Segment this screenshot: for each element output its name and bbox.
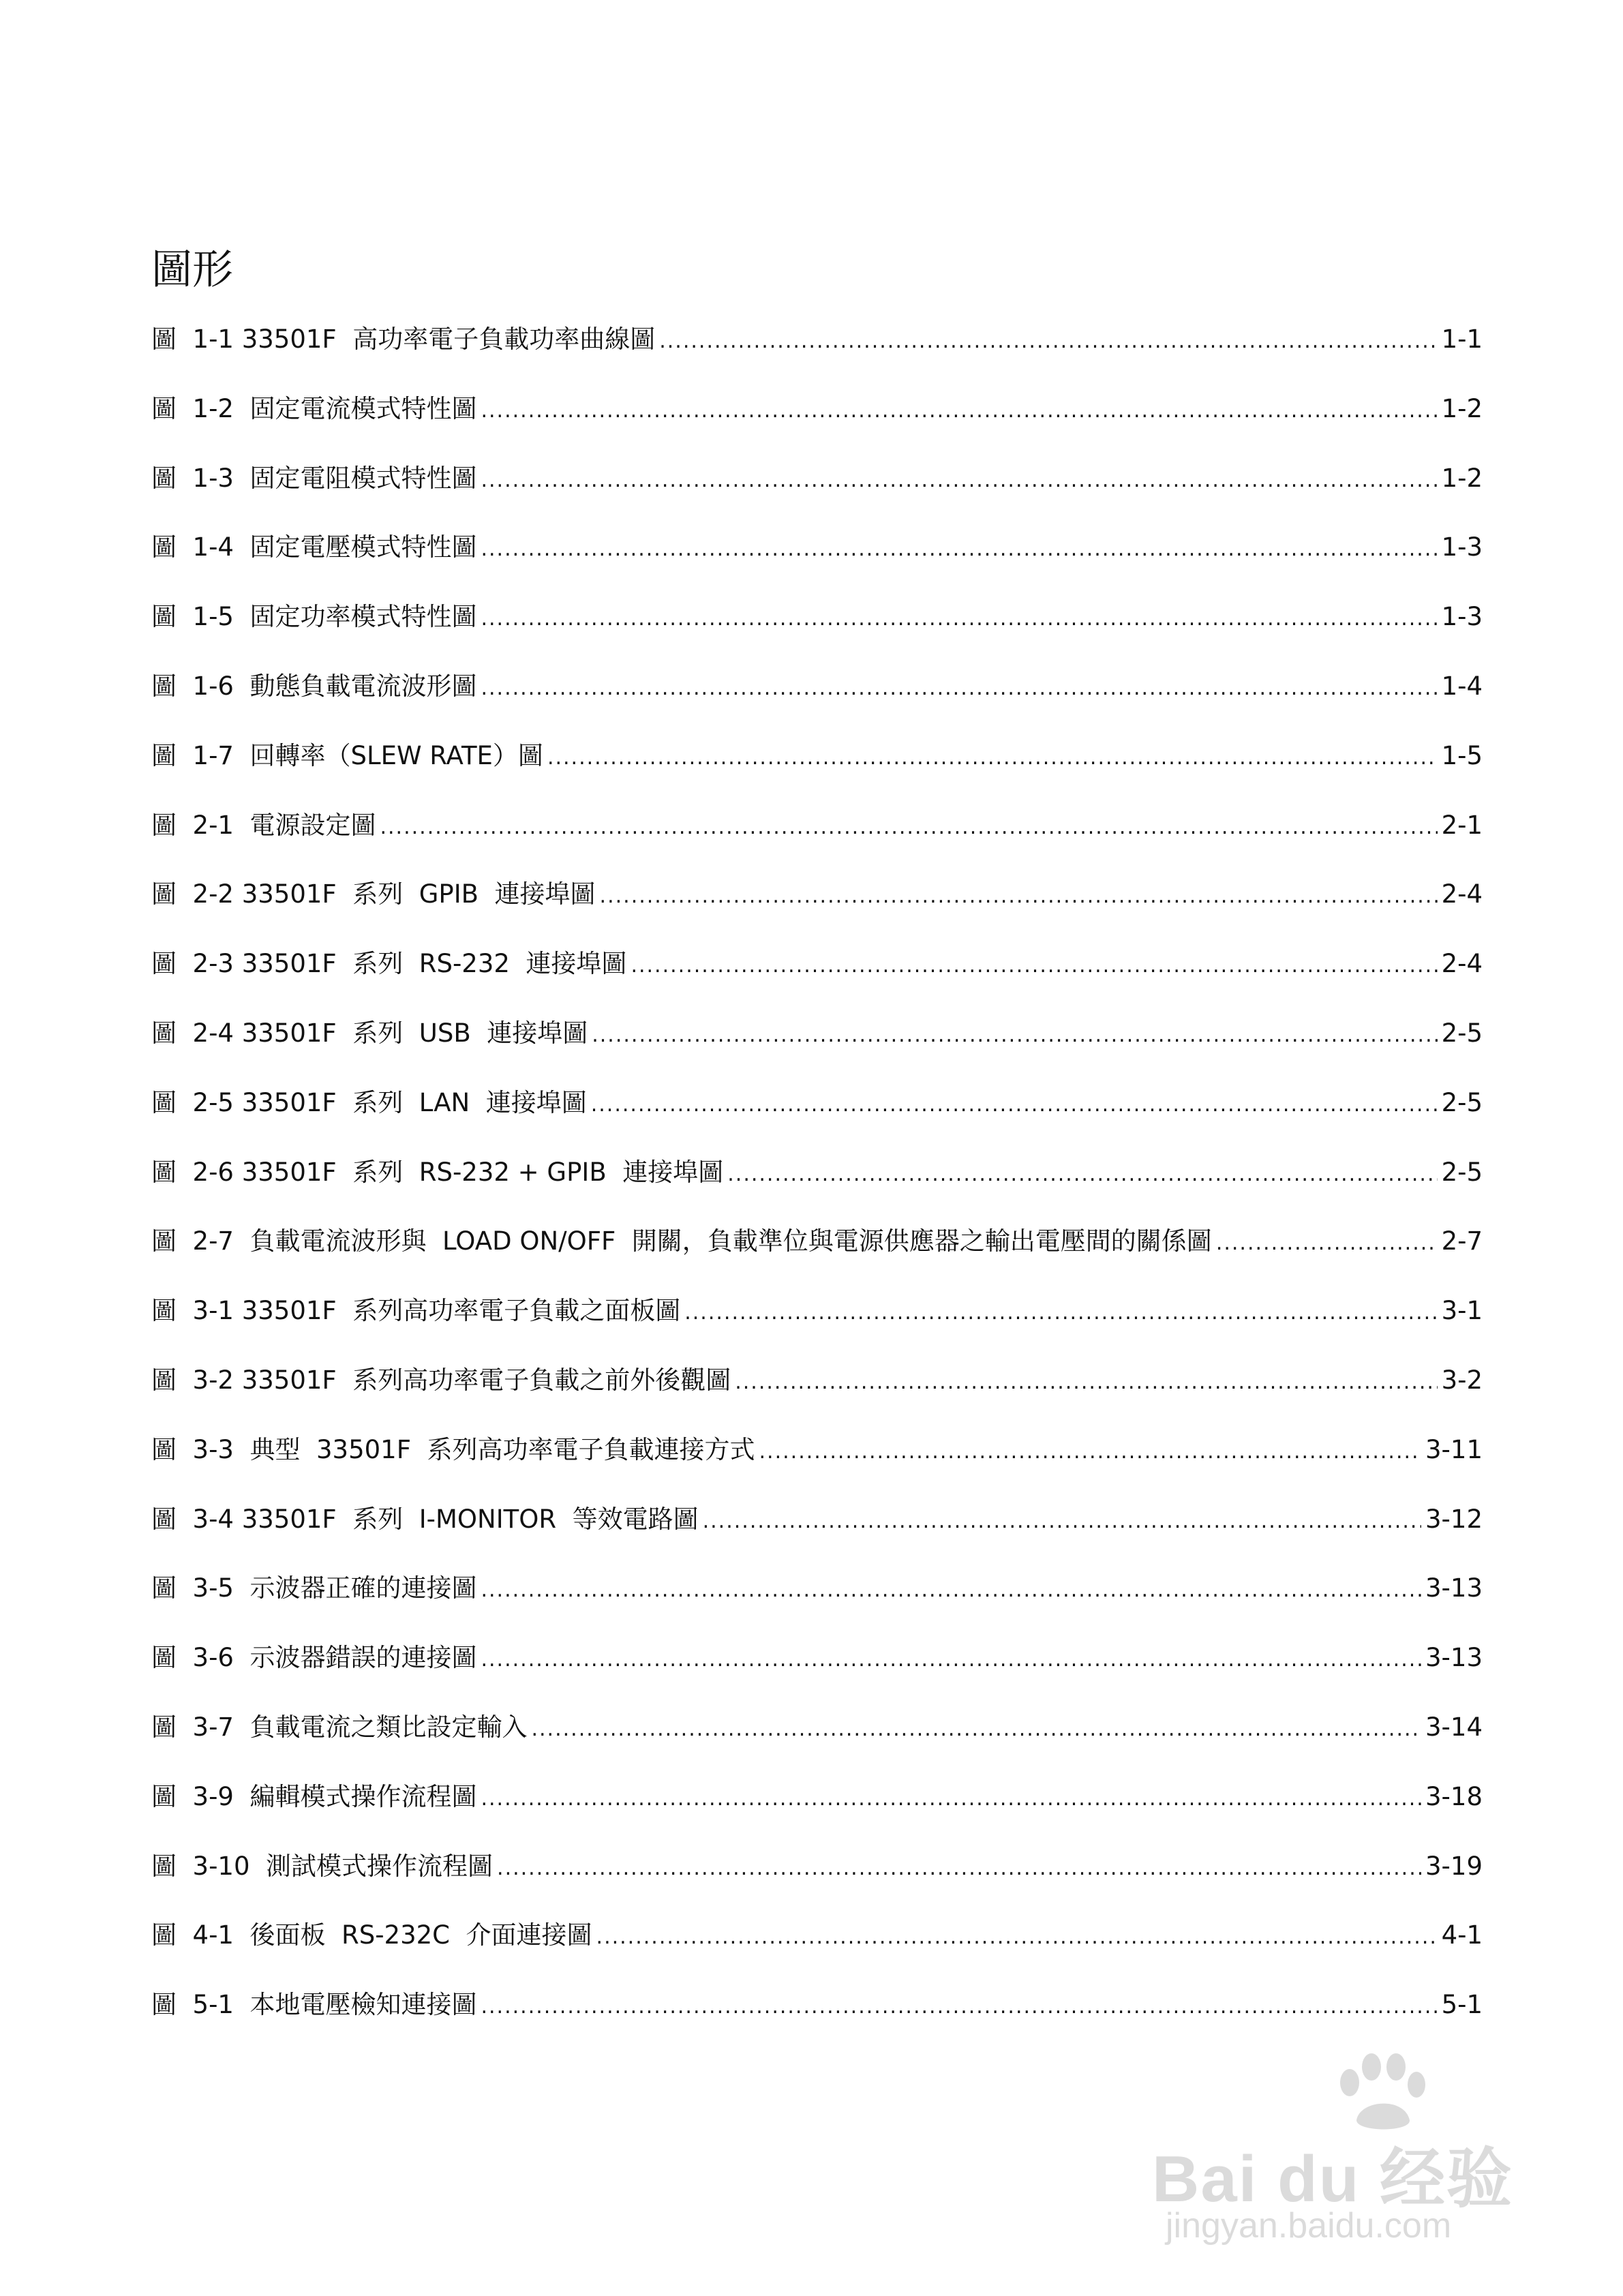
toc-entry-page: 1-1 (1441, 324, 1483, 354)
toc-entry[interactable] (151, 1221, 1483, 1290)
toc-entry-label: 圖 3-3 典型 33501F 系列高功率電子負載連接方式 (151, 1434, 755, 1464)
toc-entry-label: 圖 2-1 電源設定圖 (151, 810, 376, 840)
dot-leader (481, 1987, 1437, 2027)
toc-entry-label: 圖 3-6 示波器錯誤的連接圖 (151, 1643, 477, 1673)
toc-entry-page: 2-4 (1441, 879, 1483, 909)
watermark-brand: Bai du 经验 (1152, 2143, 1514, 2216)
toc-entry-page: 2-7 (1441, 1226, 1483, 1256)
toc-entry[interactable] (151, 736, 1483, 805)
toc-entry-page: 3-1 (1441, 1296, 1483, 1326)
toc-entry[interactable] (151, 943, 1483, 1013)
baidu-paw-icon (1329, 2052, 1431, 2134)
toc-entry[interactable] (151, 1915, 1483, 1984)
toc-entry[interactable] (151, 1499, 1483, 1569)
dot-leader (481, 1779, 1421, 1819)
toc-entry[interactable] (151, 1290, 1483, 1360)
dot-leader (481, 599, 1437, 639)
toc-entry-label: 圖 3-10 測試模式操作流程圖 (151, 1851, 494, 1881)
dot-leader (592, 1015, 1437, 1056)
toc-entry-page: 2-5 (1441, 1087, 1483, 1117)
toc-entry-page: 2-4 (1441, 949, 1483, 979)
toc-entry-page: 4-1 (1441, 1920, 1483, 1950)
toc-entry[interactable] (151, 1637, 1483, 1707)
toc-entry[interactable] (151, 319, 1483, 389)
toc-entry-label: 圖 2-3 33501F 系列 RS-232 連接埠圖 (151, 949, 627, 979)
toc-entry-label: 圖 1-4 固定電壓模式特性圖 (151, 532, 477, 562)
figure-list (151, 319, 1483, 2054)
toc-entry-label: 圖 2-6 33501F 系列 RS-232 + GPIB 連接埠圖 (151, 1157, 724, 1187)
toc-entry[interactable] (151, 874, 1483, 943)
toc-entry[interactable] (151, 1707, 1483, 1777)
toc-entry-label: 圖 3-5 示波器正確的連接圖 (151, 1573, 477, 1603)
toc-entry[interactable] (151, 1777, 1483, 1846)
toc-entry-page: 3-19 (1425, 1851, 1483, 1881)
toc-entry[interactable] (151, 1568, 1483, 1637)
toc-entry-page: 2-5 (1441, 1157, 1483, 1187)
dot-leader (380, 807, 1437, 848)
dot-leader (481, 668, 1437, 709)
toc-entry-page: 1-3 (1441, 532, 1483, 562)
dot-leader (481, 529, 1437, 570)
dot-leader (547, 738, 1438, 779)
toc-entry-label: 圖 1-1 33501F 高功率電子負載功率曲線圖 (151, 324, 656, 354)
toc-entry-label: 圖 1-6 動態負載電流波形圖 (151, 671, 477, 701)
dot-leader (735, 1362, 1437, 1403)
toc-entry-label: 圖 3-9 編輯模式操作流程圖 (151, 1781, 477, 1811)
dot-leader (497, 1848, 1421, 1889)
toc-entry-page: 1-4 (1441, 671, 1483, 701)
toc-entry-page: 2-5 (1441, 1018, 1483, 1048)
page-title: 圖形 (151, 246, 233, 294)
toc-entry-page: 2-1 (1441, 810, 1483, 840)
toc-entry[interactable] (151, 1013, 1483, 1083)
dot-leader (600, 876, 1438, 917)
toc-entry[interactable] (151, 1083, 1483, 1152)
toc-entry[interactable] (151, 389, 1483, 458)
toc-entry[interactable] (151, 1360, 1483, 1430)
toc-entry[interactable] (151, 1846, 1483, 1916)
dot-leader (481, 1570, 1421, 1611)
toc-entry-label: 圖 1-7 回轉率（SLEW RATE）圖 (151, 740, 543, 770)
toc-entry-label: 圖 5-1 本地電壓檢知連接圖 (151, 1990, 477, 2020)
toc-entry-page: 1-3 (1441, 602, 1483, 632)
toc-entry-label: 圖 2-5 33501F 系列 LAN 連接埠圖 (151, 1087, 587, 1117)
dot-leader (591, 1085, 1438, 1126)
toc-entry-page: 1-2 (1441, 463, 1483, 493)
toc-entry[interactable] (151, 666, 1483, 736)
toc-entry-label: 圖 4-1 後面板 RS-232C 介面連接圖 (151, 1920, 592, 1950)
baidu-jingyan-watermark (1152, 2052, 1547, 2246)
dot-leader (481, 1640, 1421, 1680)
toc-entry-page: 3-2 (1441, 1365, 1483, 1395)
toc-entry-page: 3-13 (1425, 1573, 1483, 1603)
watermark-url: jingyan.baidu.com (1166, 2206, 1452, 2246)
toc-entry-label: 圖 1-5 固定功率模式特性圖 (151, 602, 477, 632)
dot-leader (596, 1917, 1438, 1958)
dot-leader (481, 460, 1437, 501)
toc-entry[interactable] (151, 458, 1483, 528)
toc-entry[interactable] (151, 596, 1483, 666)
dot-leader (684, 1293, 1437, 1333)
dot-leader (531, 1709, 1421, 1750)
dot-leader (1216, 1223, 1438, 1264)
toc-entry-label: 圖 3-2 33501F 系列高功率電子負載之前外後觀圖 (151, 1365, 731, 1395)
toc-entry-page: 3-11 (1425, 1434, 1483, 1464)
toc-entry-page: 3-14 (1425, 1712, 1483, 1742)
toc-entry-label: 圖 3-1 33501F 系列高功率電子負載之面板圖 (151, 1296, 681, 1326)
dot-leader (727, 1154, 1437, 1195)
toc-entry-page: 3-12 (1425, 1504, 1483, 1534)
toc-entry-label: 圖 2-4 33501F 系列 USB 連接埠圖 (151, 1018, 588, 1048)
toc-entry-page: 1-2 (1441, 393, 1483, 423)
toc-entry[interactable] (151, 805, 1483, 875)
dot-leader (759, 1432, 1422, 1472)
toc-entry[interactable] (151, 527, 1483, 596)
toc-entry-label: 圖 3-7 負載電流之類比設定輸入 (151, 1712, 528, 1742)
toc-entry[interactable] (151, 1984, 1483, 2054)
toc-entry[interactable] (151, 1152, 1483, 1222)
toc-entry-label: 圖 2-7 負載電流波形與 LOAD ON/OFF 開關，負載準位與電源供應器之輸出電壓間的關係圖 (151, 1226, 1212, 1256)
toc-entry-label: 圖 2-2 33501F 系列 GPIB 連接埠圖 (151, 879, 596, 909)
toc-entry-page: 5-1 (1441, 1990, 1483, 2020)
dot-leader (659, 321, 1437, 362)
dot-leader (481, 391, 1437, 432)
dot-leader (703, 1501, 1421, 1542)
toc-entry-label: 圖 1-2 固定電流模式特性圖 (151, 393, 477, 423)
toc-entry-page: 3-13 (1425, 1643, 1483, 1673)
toc-entry-label: 圖 3-4 33501F 系列 I-MONITOR 等效電路圖 (151, 1504, 699, 1534)
toc-entry-label: 圖 1-3 固定電阻模式特性圖 (151, 463, 477, 493)
toc-entry-page: 3-18 (1425, 1781, 1483, 1811)
toc-entry[interactable] (151, 1430, 1483, 1499)
dot-leader (631, 946, 1437, 986)
toc-entry-page: 1-5 (1441, 740, 1483, 770)
